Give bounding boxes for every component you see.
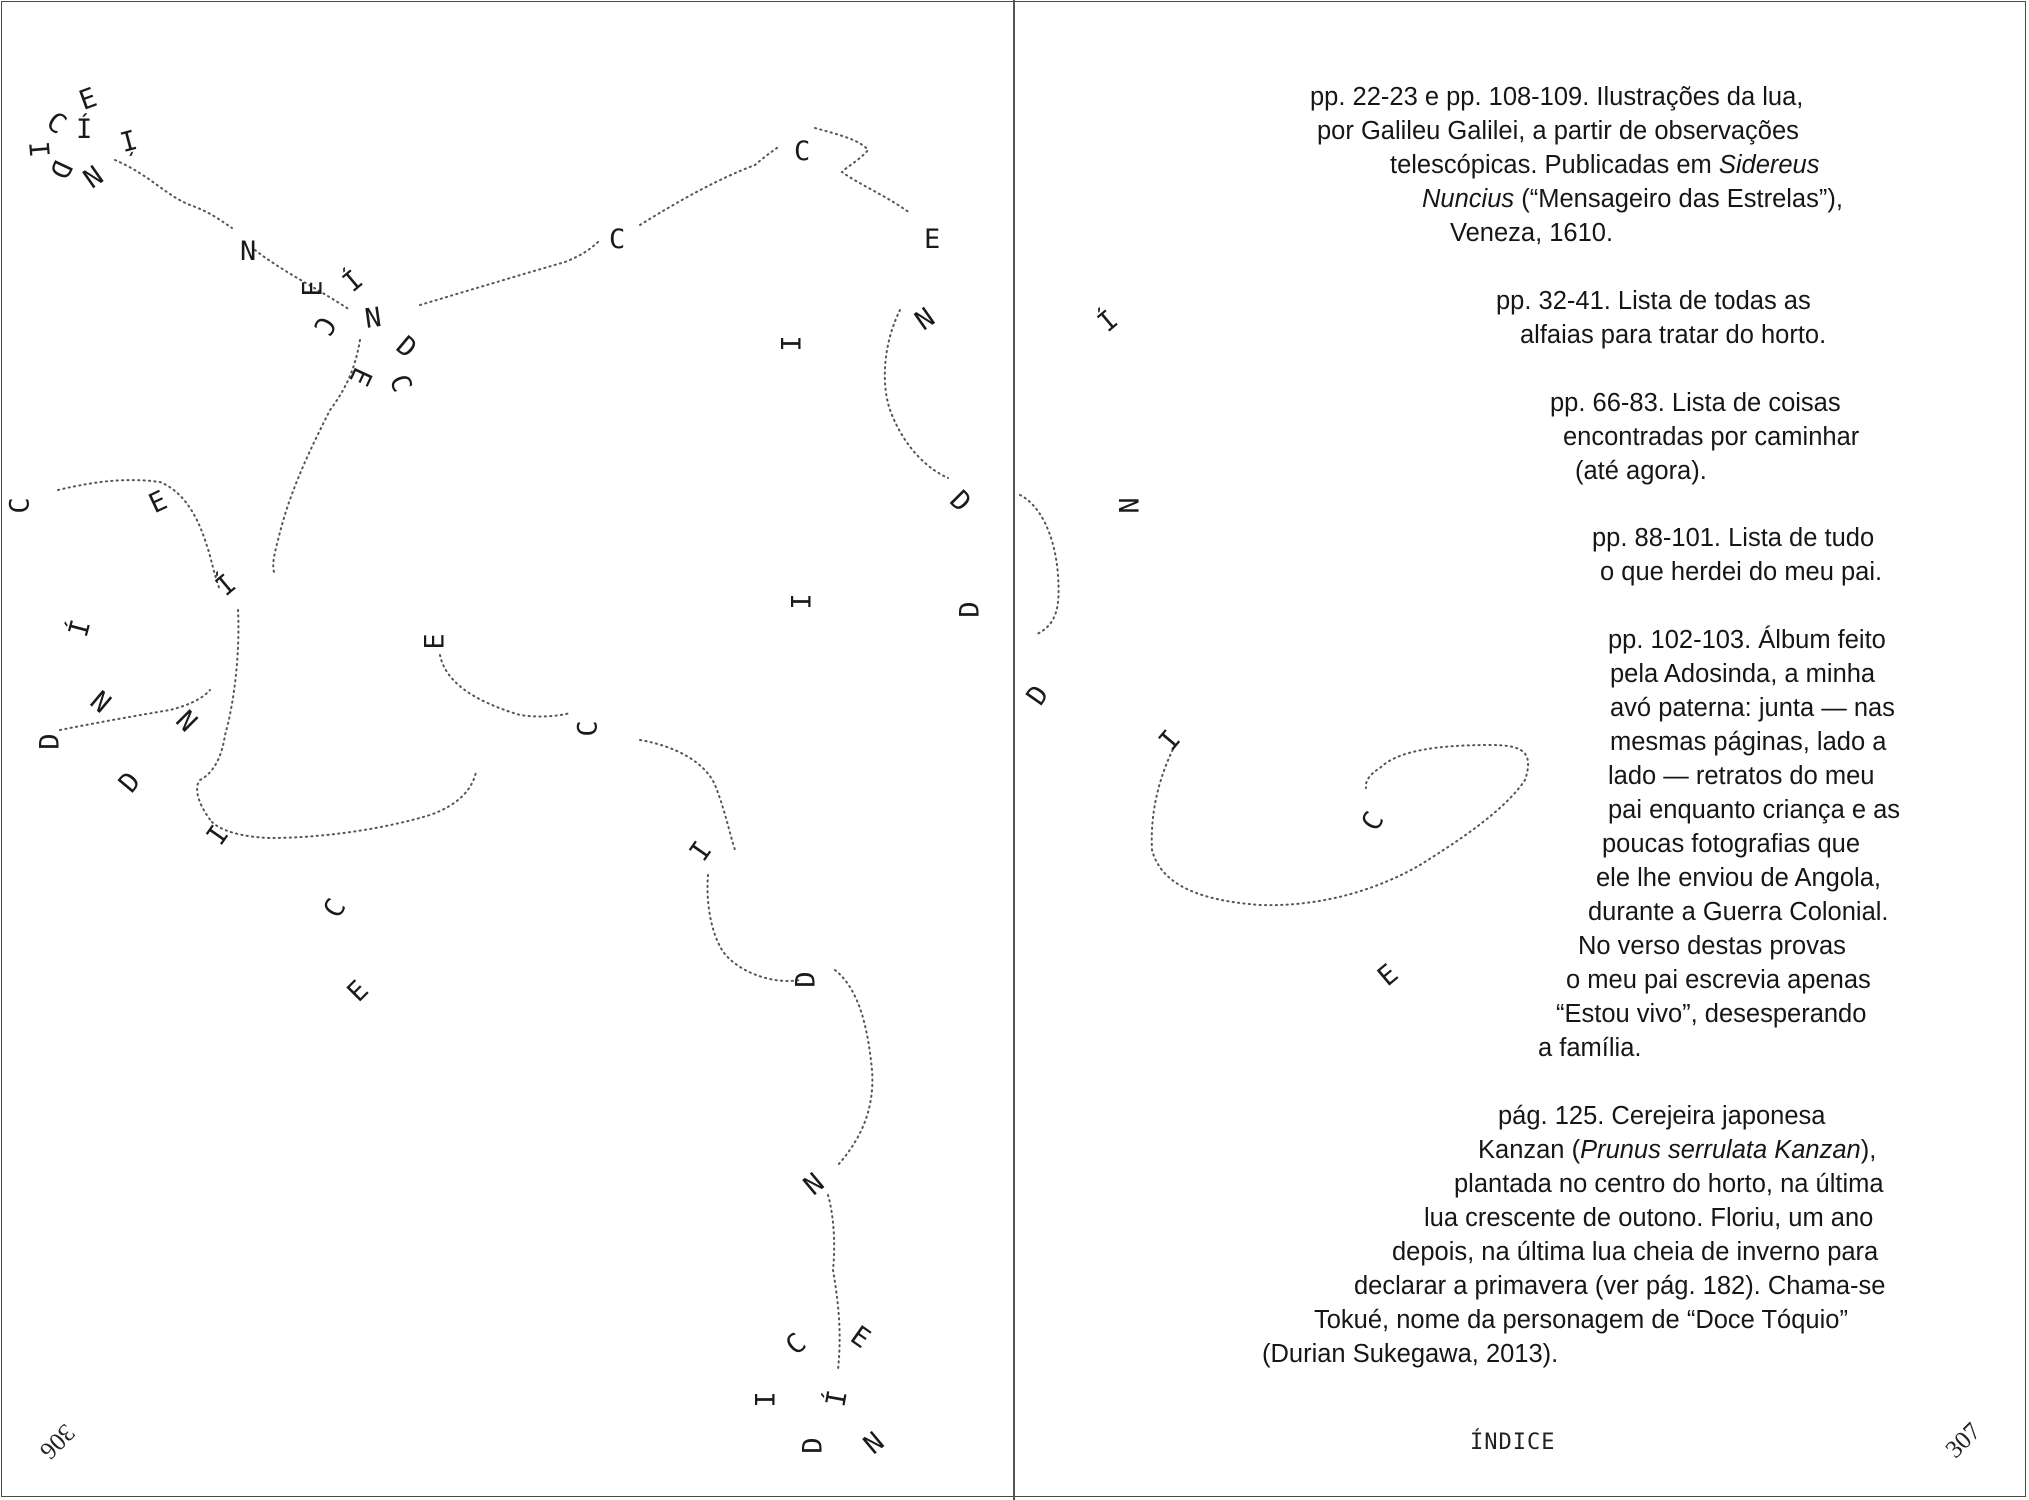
entry-line <box>1536 827 1900 861</box>
text-run: pp. 22-23 e pp. 108-109. Ilustrações da lua, <box>1310 83 1804 111</box>
scattered-letter: I <box>776 335 808 352</box>
scattered-letter: E <box>924 224 941 255</box>
entry-line <box>1536 759 1900 793</box>
scattered-letter: I <box>683 835 719 868</box>
text-run: avó paterna: junta — nas <box>1610 694 1895 722</box>
scattered-letter: D <box>42 155 78 184</box>
text-run: pp. 102-103. Álbum feito <box>1608 626 1886 654</box>
scattered-letter: I <box>786 593 818 610</box>
scattered-letter: E <box>144 485 173 520</box>
entry-line <box>1310 216 1843 250</box>
scattered-letter: C <box>572 720 604 737</box>
text-run: pp. 66-83. Lista de coisas <box>1550 389 1841 417</box>
scattered-letter: Í <box>76 114 93 145</box>
dotted-path <box>197 610 238 822</box>
scattered-letter: D <box>113 766 148 799</box>
entry-line <box>1550 454 1859 488</box>
text-run: depois, na última lua cheia de inverno para <box>1392 1238 1879 1266</box>
text-run: “Estou vivo”, desesperando <box>1556 1000 1867 1028</box>
entry-line <box>1592 555 1882 589</box>
text-run: mesmas páginas, lado a <box>1610 728 1887 756</box>
index-entry <box>1496 284 1826 352</box>
scattered-letter: N <box>169 704 203 739</box>
scattered-letter: N <box>76 158 108 193</box>
scattered-letter: D <box>1020 679 1056 712</box>
entry-line <box>1536 691 1900 725</box>
text-run: Veneza, 1610. <box>1450 219 1614 247</box>
entry-line <box>1536 929 1900 963</box>
scattered-letter: I <box>200 819 236 852</box>
entry-line <box>1262 1269 1885 1303</box>
index-entry <box>1262 1099 1885 1371</box>
dotted-path <box>420 240 600 305</box>
text-run: alfaias para tratar do horto. <box>1520 321 1827 349</box>
scattered-letter: C <box>779 1327 813 1362</box>
entry-line <box>1536 793 1900 827</box>
scattered-letter: N <box>83 685 117 720</box>
scattered-letter: I <box>750 1391 782 1408</box>
scattered-letter: Í <box>1091 304 1125 339</box>
page-number-right: 307 <box>1940 1417 1987 1464</box>
text-run: declarar a primavera (ver pág. 182). Chama-se <box>1354 1272 1886 1300</box>
entry-line <box>1310 114 1843 148</box>
text-run: (“Mensageiro das Estrelas”), <box>1514 185 1843 213</box>
dotted-path <box>640 740 735 850</box>
text-run: No verso destas provas <box>1578 932 1846 960</box>
scattered-letter: E <box>297 280 329 297</box>
entry-line <box>1536 997 1900 1031</box>
text-run: a família. <box>1538 1034 1642 1062</box>
entry-line <box>1262 1201 1885 1235</box>
dotted-path <box>815 128 910 213</box>
index-entry <box>1310 80 1843 250</box>
scattered-letter: D <box>34 733 66 750</box>
text-run: lua crescente de outono. Floriu, um ano <box>1424 1204 1874 1232</box>
text-run: pág. 125. Cerejeira japonesa <box>1498 1102 1826 1130</box>
entry-line <box>1262 1167 1885 1201</box>
italic-run: Prunus serrulata Kanzan <box>1580 1136 1861 1164</box>
entry-line <box>1310 148 1843 182</box>
scattered-letter: I <box>1153 724 1188 757</box>
text-run: ), <box>1860 1136 1877 1164</box>
entry-line <box>1496 318 1826 352</box>
scattered-letter: E <box>419 633 451 650</box>
text-run: o que herdei do meu pai. <box>1600 558 1883 586</box>
dotted-path <box>835 970 872 1165</box>
scattered-letter: C <box>306 310 342 341</box>
entry-line <box>1496 284 1826 318</box>
text-run: telescópicas. Publicadas em <box>1390 151 1719 179</box>
entry-line <box>1536 725 1900 759</box>
scattered-letter: E <box>342 362 378 391</box>
index-entry <box>1550 386 1859 488</box>
text-run: Kanzan ( <box>1478 1136 1581 1164</box>
entry-line <box>1550 420 1859 454</box>
dotted-path <box>58 480 220 590</box>
text-run: pp. 32-41. Lista de todas as <box>1496 287 1811 315</box>
text-run: (Durian Sukegawa, 2013). <box>1262 1340 1559 1368</box>
text-run: plantada no centro do horto, na última <box>1454 1170 1884 1198</box>
text-run: pai enquanto criança e as <box>1608 796 1901 824</box>
entry-line <box>1310 80 1843 114</box>
scattered-letter: D <box>797 1437 829 1454</box>
text-run: lado — retratos do meu <box>1608 762 1875 790</box>
dotted-path <box>885 310 948 478</box>
scattered-letter: N <box>797 1167 831 1202</box>
scattered-letter: D <box>954 601 986 618</box>
text-run: encontradas por caminhar <box>1563 423 1860 451</box>
page-number-left: 306 <box>34 1418 80 1465</box>
dotted-path <box>828 1195 840 1370</box>
scattered-letter: D <box>389 330 423 365</box>
entry-line <box>1262 1337 1885 1371</box>
scattered-letter: I <box>21 140 55 159</box>
italic-run: Sidereus <box>1718 151 1820 179</box>
dotted-path <box>640 145 780 225</box>
entry-line <box>1262 1303 1885 1337</box>
scattered-letter: C <box>1355 806 1391 837</box>
entry-line <box>1550 386 1859 420</box>
dotted-path <box>708 875 800 981</box>
dotted-path <box>1020 495 1059 635</box>
scattered-letter: C <box>40 106 72 141</box>
entry-line <box>1310 182 1843 216</box>
entry-line <box>1536 895 1900 929</box>
index-entry <box>1592 521 1882 589</box>
entry-line <box>1262 1133 1885 1167</box>
scattered-letter: Í <box>116 122 141 157</box>
scattered-letter: C <box>609 224 626 255</box>
entry-line <box>1536 963 1900 997</box>
entry-line <box>1536 1031 1900 1065</box>
entry-line <box>1262 1235 1885 1269</box>
text-run: Tokué, nome da personagem de “Doce Tóquio” <box>1314 1306 1848 1334</box>
scattered-letter: Í <box>336 264 370 299</box>
scattered-letter: C <box>4 497 36 514</box>
italic-run: Nuncius <box>1422 185 1515 213</box>
scattered-letter: N <box>1114 497 1146 514</box>
entry-line <box>1536 657 1900 691</box>
scattered-letter: D <box>943 484 977 519</box>
scattered-letter: Í <box>63 616 98 641</box>
scattered-letter: C <box>317 893 353 924</box>
entry-line <box>1592 521 1882 555</box>
scattered-letter: E <box>844 1320 876 1355</box>
text-run: (até agora). <box>1575 457 1707 485</box>
scattered-letter: N <box>362 302 384 335</box>
scattered-letter: C <box>794 136 811 167</box>
scattered-letter: N <box>857 1426 891 1461</box>
scattered-letter: N <box>240 236 257 267</box>
text-run: o meu pai escrevia apenas <box>1566 966 1871 994</box>
running-head: ÍNDICE <box>1470 1430 1556 1455</box>
text-run: pp. 88-101. Lista de tudo <box>1592 524 1875 552</box>
scattered-letter: N <box>909 302 941 337</box>
index-entry <box>1536 623 1900 1065</box>
entry-line <box>1262 1099 1885 1133</box>
dotted-path <box>115 160 232 228</box>
scattered-letter: E <box>75 82 102 117</box>
dotted-path <box>212 772 476 838</box>
scattered-letter: E <box>1371 958 1405 993</box>
scattered-letter: D <box>790 971 822 988</box>
scattered-letter: Í <box>820 1387 854 1410</box>
text-run: pela Adosinda, a minha <box>1610 660 1876 688</box>
dotted-path <box>440 655 570 716</box>
text-run: ele lhe enviou de Angola, <box>1596 864 1881 892</box>
text-run: poucas fotografias que <box>1602 830 1861 858</box>
entry-line <box>1536 861 1900 895</box>
text-run: por Galileu Galilei, a partir de observações <box>1317 117 1799 145</box>
dotted-path <box>1152 745 1528 905</box>
text-run: durante a Guerra Colonial. <box>1588 898 1889 926</box>
entry-line <box>1536 623 1900 657</box>
scattered-letter: C <box>382 370 418 397</box>
scattered-letter: Í <box>209 568 243 603</box>
scattered-letter: E <box>341 974 375 1009</box>
